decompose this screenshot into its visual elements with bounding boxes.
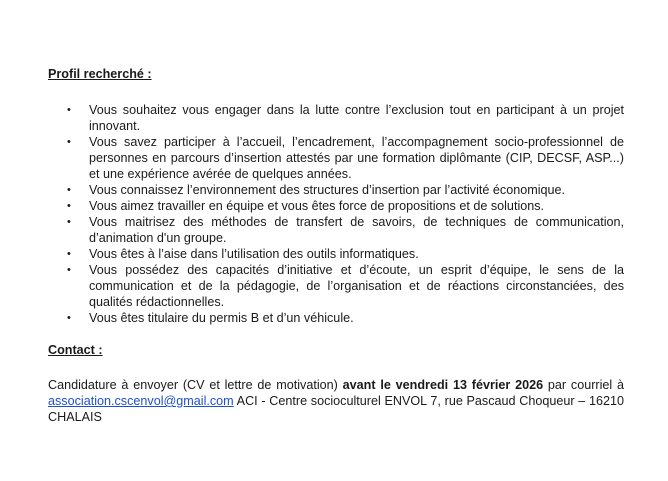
bullet-icon: • [67,136,71,148]
list-item [48,262,624,310]
contact-intro: Candidature à envoyer (CV et lettre de motivation) [48,378,343,392]
bullet-icon: • [67,200,71,212]
bullet-icon: • [67,216,71,228]
profile-bullet-list [48,102,624,326]
bullet-icon: • [67,312,71,324]
list-item-text: Vous aimez travailler en équipe et vous êtes force de propositions et de solutions. [89,199,545,213]
contact-heading: Contact : [48,343,103,357]
job-posting-document [48,66,624,438]
email-link[interactable]: association.cscenvol@gmail.com [48,394,234,408]
list-item-text: Vous maitrisez des méthodes de transfert de savoirs, de techniques de communication, d’animation d'un groupe. [89,215,624,245]
profile-heading: Profil recherché : [48,67,152,81]
bullet-icon: • [67,104,71,116]
list-item-text: Vous êtes titulaire du permis B et d’un véhicule. [89,311,354,325]
list-item-text: Vous possédez des capacités d’initiative et d’écoute, un esprit d’équipe, le sens de la communication et de la pédagogie, de l’organisation et de réactions circonstanciées, des qualités rédactionnelles. [89,263,624,309]
list-item-text: Vous souhaitez vous engager dans la lutte contre l’exclusion tout en participant à un projet innovant. [89,103,624,133]
list-item-text: Vous savez participer à l’accueil, l’encadrement, l’accompagnement socio-professionnel de personnes en parcours d’insertion attestés par une formation diplômante (CIP, DECSF, ASP...) et une expérience avérée de quelques années. [89,135,624,181]
list-item-text: Vous connaissez l’environnement des structures d’insertion par l’activité économique. [89,183,566,197]
bullet-icon: • [67,184,71,196]
list-item [48,214,624,246]
contact-mid: par courriel à [543,378,625,392]
bullet-icon: • [67,248,71,260]
bullet-icon: • [67,264,71,276]
list-item [48,310,624,326]
list-item [48,246,624,262]
contact-paragraph [48,377,624,425]
list-item [48,102,624,134]
list-item [48,198,624,214]
list-item [48,182,624,198]
contact-address: ACI - Centre socioculturel ENVOL 7, rue Pascaud Choqueur – 16210 CHALAIS [48,394,624,424]
list-item-text: Vous êtes à l’aise dans l’utilisation des outils informatiques. [89,247,419,261]
deadline-text: avant le vendredi 13 février 2026 [342,378,544,392]
list-item [48,134,624,182]
